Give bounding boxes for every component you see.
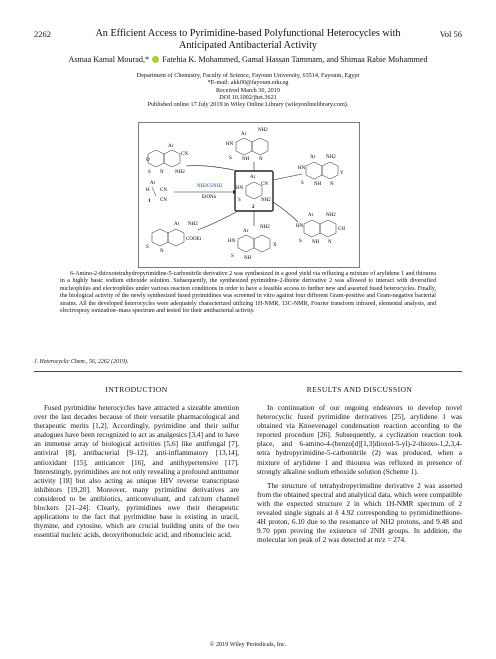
page-number: 2262	[34, 29, 51, 39]
p2-nh2-label: NH2	[258, 128, 268, 133]
c1-h-label: H	[146, 188, 150, 193]
doi-line: DOI 10.1002/jhet.3621	[219, 93, 277, 101]
first-author: Asmaa Kamal Mourad,*	[68, 55, 150, 64]
p5-nh2-label: NH2	[260, 225, 270, 230]
product-bottom-left-rings	[152, 229, 184, 246]
c1-bond	[152, 187, 156, 196]
reagent-base: EtONa	[202, 195, 216, 200]
c2-s-label: S	[238, 198, 241, 203]
section-divider	[34, 371, 462, 372]
c1-cn2-label: CN	[160, 198, 167, 203]
introduction-heading: INTRODUCTION	[105, 385, 168, 394]
author-list	[20, 55, 476, 64]
p5-nh-label: NH	[244, 256, 252, 261]
c2-cn-label: CN	[261, 182, 268, 187]
c2-nh2-label: NH2	[261, 198, 271, 203]
p6-ar-label: Ar	[308, 213, 314, 218]
p3-nh-label: NH	[314, 182, 322, 187]
p5-hn-label: HN	[228, 239, 236, 244]
email-line: *E-mail: akk00@fayoum.edu.eg	[207, 79, 289, 87]
compound-1-number: 1	[148, 199, 151, 204]
p2-nh-label: NH	[242, 157, 250, 162]
p2-n-label: N	[259, 157, 263, 162]
p1-s-label: S	[148, 170, 151, 175]
orcid-icon[interactable]	[152, 56, 159, 63]
p4-n-label: N	[160, 249, 164, 254]
p5-x-label: X	[273, 243, 277, 248]
journal-citation: J. Heterocyclic Chem., 56, 2262 (2019).	[34, 359, 129, 365]
product-top-right-rings	[306, 162, 338, 179]
results-paragraph-1: In continuation of our ongoing endeavors to develop novel heterocyclic fused pyrimidine derivatives [25], arylidene 1 was obtained via Knoevenagel condensation reaction according to the reported procedure [26]. Subsequently, a cyclization reaction took place, and 6-amino-4-(benzo[d][1,3]dioxol-5-yl)-2-thioxo-1,2,3,4-tetra hydropyrimidine-5-carbonitrile (2) was produced, when a mixture of arylidene 1 and thiourea was refluxed in presence of strongly alkaline sodium ethoxide solution (Scheme 1).	[257, 403, 462, 476]
p5-s-label: S	[231, 254, 234, 259]
p3-n-label: N	[330, 182, 334, 187]
p6-nh2-label: NH2	[326, 213, 336, 218]
p1-o-label: O	[146, 158, 150, 163]
p6-n-label: N	[328, 240, 332, 245]
c1-cn-label: CN	[160, 188, 167, 193]
compound-2-structure	[246, 182, 262, 199]
received-line: Received March 30, 2019	[216, 86, 280, 94]
affiliation-block	[20, 72, 476, 108]
article-title	[60, 28, 436, 51]
product-bottom-right-rings	[304, 220, 336, 237]
p1-n-label: N	[160, 170, 164, 175]
title-line-2: Anticipated Antibacterial Activity	[178, 39, 318, 51]
other-authors: Fatehia K. Mohammed, Gamal Hassan Tammam, and Shimaa Rabie Mohammed	[162, 55, 428, 64]
p3-s-label: S	[301, 181, 304, 186]
p6-hn-label: HN	[296, 224, 304, 229]
p5-ar-label: Ar	[243, 229, 249, 234]
copyright-footer: © 2019 Wiley Periodicals, Inc.	[209, 641, 287, 648]
p6-s-label: S	[299, 239, 302, 244]
c1-ar-label: Ar	[150, 181, 156, 186]
title-line-1: An Efficient Access to Pyrimidine-based Polyfunctional Heterocycles with	[95, 28, 401, 39]
reagent-thiourea: NH2CSNH2	[197, 184, 223, 189]
p2-hn-label: HN	[226, 142, 234, 147]
p3-hn-label: HN	[298, 166, 306, 171]
p4-ar-label: Ar	[174, 222, 180, 227]
published-line: Published online 17 July 2019 in Wiley Online Library (wileyonlinelibrary.com).	[147, 101, 349, 109]
results-column	[257, 403, 462, 549]
results-heading: RESULTS AND DISCUSSION	[306, 385, 413, 394]
p6-nh-label: NH	[312, 240, 320, 245]
graphical-abstract-scheme	[138, 122, 360, 268]
p6-ch-label: CH	[338, 227, 345, 232]
p3-nh2-label: NH2	[326, 155, 336, 160]
p4-nh2-label: NH2	[188, 222, 198, 227]
volume-label: Vol 56	[439, 29, 462, 39]
department-line: Department of Chemistry, Faculty of Science, Fayoum University, 63514, Fayoum, Egypt	[136, 72, 360, 79]
p2-s-label: S	[229, 156, 232, 161]
introduction-paragraph: Fused pyrimidine heterocycles have attracted a sizeable attention over the last decades because of their versatile pharmacological and therapeutic merits [1,2]. Accordingly, pyrimidine and their sulfur analogues have been recognized to act as analgesics [3,4] and to have an immense array of biological activities [5,6] like antifungal [7], antiviral [8], antibacterial [9–12], anti-inflammatory [13,14], antioxidant [15], anticancer [16], and antihypertensive [17]. Interestingly, pyrimidines are not only revealing a profound antitumor activity [18] but also acting as unique HIV reverse transcriptase inhibitors [19,20]. Moreover, many pyrimidine derivatives are considered to be antibiotics, anticonvulsant, and calcium channel blockers [21–24]. Clearly, pyrimidines owe their therapeutic applications to the fact that pyrimidine base is existing in uracil, thymine, and cytosine, which are crucial building units of the two essential nucleic acids, deoxyribonucleic acid, and ribonucleic acid.	[34, 403, 239, 540]
p2-ar-label: Ar	[241, 132, 247, 137]
product-top-left-rings	[148, 150, 180, 167]
abstract-text: 6-Amino-2-thioxotetrahydropyrimidine-5-carbonitrile derivative 2 was synthesized in a good yield via refluxing a mixture of arylidene 1 and thiourea in a highly basic sodium ethoxide solution. Subsequently, the synthesized pyrimidine-2-thione derivative 2 was allowed to interact with diversified nucleophiles and electrophiles under various reaction conditions in order to have a feasible access to further new and assorted fused heterocycles. Finally, the biological activity of the newly synthesized fused pyrimidines was screened in vitro against four different Gram-positive and Gram-negative bacterial strains. All the developed heterocycles were adequately characterized utilizing 1H-NMR, 13C-NMR, Fourier transform infrared, elemental analysis, and electrospray ionization–mass spectrum and tested for their antibacterial activity.	[60, 271, 436, 315]
product-bottom-center-rings	[238, 235, 270, 252]
c2-ar-label: Ar	[250, 175, 256, 180]
p4-cooet-label: COOEt	[186, 237, 201, 242]
p1-cn-label: CN	[181, 152, 188, 157]
c2-hn-label: HN	[236, 186, 244, 191]
p3-ar-label: Ar	[310, 155, 316, 160]
p3-y-label: Y	[340, 171, 344, 176]
p4-s-label: S	[146, 245, 149, 250]
p1-nh2-label: NH2	[175, 170, 185, 175]
introduction-column	[34, 403, 239, 544]
compound-2-number: 2	[252, 205, 255, 210]
p1-ar-label: Ar	[168, 144, 174, 149]
results-paragraph-2: The structure of tetrahydropyrimidine derivative 2 was asserted from the obtained spectral and analytical data, which were compatible with the expected structure 2 in which 1H-NMR spectrum of 2 revealed single signals at δ 4.92 corresponding to pyrimidinethione-4H proton, 6.10 due to the resonance of NH2 protons, and 9.48 and 9.70 ppm proving the existence of 2NH groups. In addition, the molecular ion peak of 2 was detected at m/z = 274.	[257, 480, 462, 545]
product-top-center-rings	[236, 138, 268, 155]
